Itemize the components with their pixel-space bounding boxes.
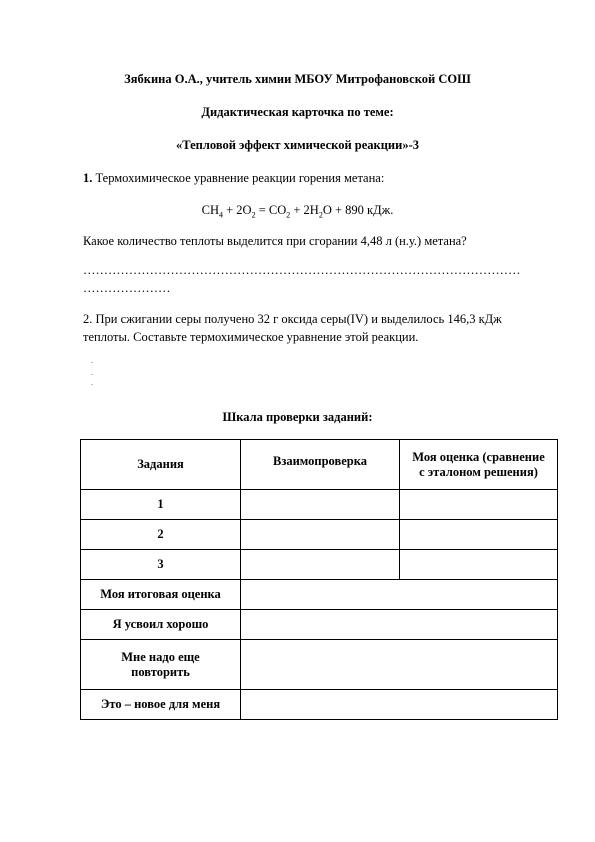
task1-equation [0,203,595,223]
task-row-number-2: 2 [81,520,241,550]
eq-part-o2: + 2O [222,203,252,217]
header-self-assessment [400,440,558,490]
need-repeat-line-1: Мне надо еще [121,649,200,664]
final-grade-cell[interactable] [241,580,558,610]
task-row-number-3: 3 [81,550,241,580]
table-row [81,610,558,640]
stray-mark-2: . [91,367,94,377]
eq-part-end: O + 890 кДж. [322,203,394,217]
new-for-me-cell[interactable] [241,690,558,720]
task1-number: 1. [83,171,93,185]
final-grade-label: Моя итоговая оценка [81,580,241,610]
need-repeat-label [81,640,241,690]
table-row [81,490,558,520]
eq-part-h2: + 2H [290,203,319,217]
header-tasks: Задания [81,440,241,490]
self-check-cell-1[interactable] [400,490,558,520]
table-row [81,690,558,720]
answer-dotted-line-1[interactable]: …………………………………………………………………………………………… [83,263,521,277]
eq-part-co2: = CO [255,203,287,217]
scale-title: Шкала проверки заданий: [222,410,373,424]
stray-mark-1: . [91,355,94,365]
task1-question: Какое количество теплоты выделится при сгорании 4,48 л (н.у.) метана? [83,234,467,248]
answer-dotted-line-2[interactable]: ………………… [83,281,171,295]
author-line: Зябкина О.А., учитель химии МБОУ Митрофановской СОШ [124,72,471,86]
need-repeat-line-2: повторить [131,664,190,679]
self-check-cell-3[interactable] [400,550,558,580]
peer-check-cell-3[interactable] [241,550,400,580]
header-self-line-2: с эталоном решения) [419,464,538,479]
task2-line-2: теплоты. Составьте термохимическое уравнение этой реакции. [83,330,419,344]
self-check-cell-2[interactable] [400,520,558,550]
eq-sub-4: 4 [218,210,223,220]
need-repeat-cell[interactable] [241,640,558,690]
card-subtitle: Дидактическая карточка по теме: [201,105,394,119]
card-topic: «Тепловой эффект химической реакции»-3 [176,138,419,152]
eq-sub-o2: 2 [251,210,256,220]
table-row [81,520,558,550]
table-row [81,640,558,690]
new-for-me-label: Это – новое для меня [81,690,241,720]
learned-well-cell[interactable] [241,610,558,640]
stray-mark-3: . [91,377,94,387]
task2-line-1 [83,312,563,327]
learned-well-label: Я усвоил хорошо [81,610,241,640]
eq-sub-h2: 2 [318,210,323,220]
header-peer-check: Взаимопроверка [241,440,400,490]
task2-text-1: 2. При сжигании серы получено 32 г оксида серы(IV) и выделилось 146,3 кДж [83,312,502,326]
assessment-table [80,439,558,720]
eq-ch: CH [201,203,219,217]
task-row-number-1: 1 [81,490,241,520]
header-self-line-1: Моя оценка (сравнение [412,449,545,464]
table-row [81,550,558,580]
peer-check-cell-2[interactable] [241,520,400,550]
peer-check-cell-1[interactable] [241,490,400,520]
task1-statement [83,171,563,186]
task1-intro: Термохимическое уравнение реакции горения метана: [92,171,385,185]
table-header-row [81,440,558,490]
eq-sub-co2: 2 [286,210,291,220]
table-row [81,580,558,610]
